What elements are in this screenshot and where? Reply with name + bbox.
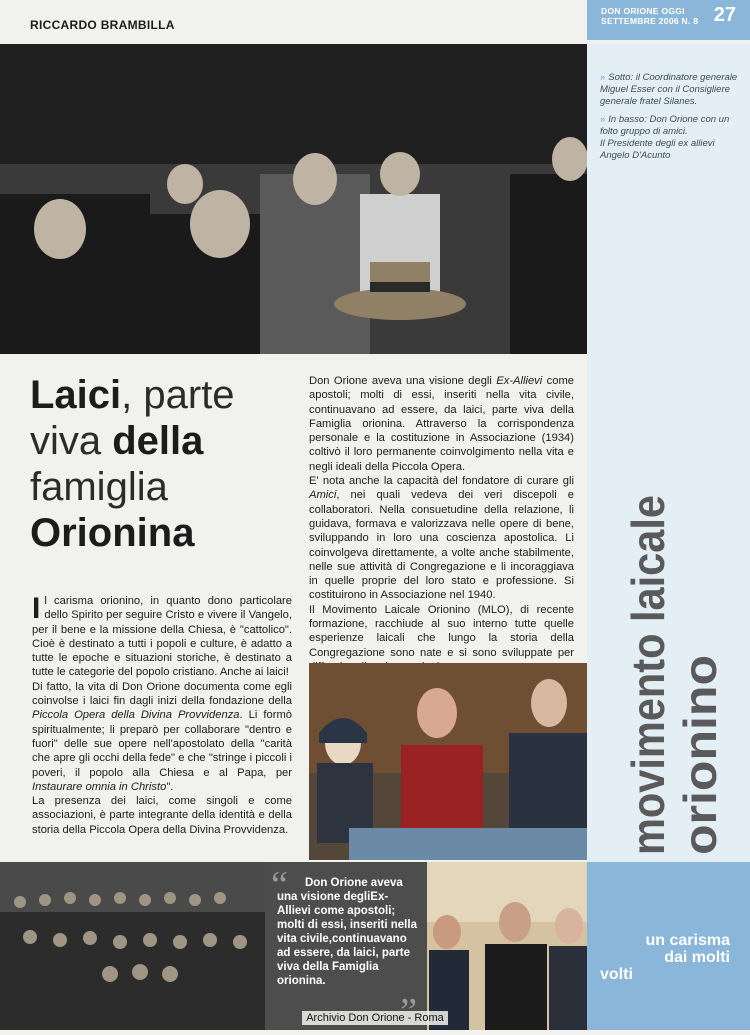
section-subtitle: un carisma dai molti volti (600, 932, 730, 983)
meeting-photo (309, 663, 587, 860)
magazine-issue (601, 6, 698, 26)
section-title-vertical (618, 495, 728, 855)
meeting-photo-illustration (309, 663, 587, 860)
paragraph-3: La presenza dei laici, come singoli e come associazioni, è parte integrante della identità e della storia della Piccola Opera della Divina Provvidenza. (32, 795, 292, 836)
photo-captions (600, 72, 740, 168)
group-photo (0, 862, 265, 1030)
pull-quote (265, 862, 427, 1030)
paragraph-4: Don Orione aveva una visione degli Ex-Allievi come apostoli; molti di essi, inseriti nella vita civile, continuavano ad essere, da laici, parte viva della Famiglia orionina. Attraverso la corrispondenza personale e la costituzione in Associazione (1934) coltivò il loro permanente coinvolgimento nella vita e negli ideali della Piccola Opera. (309, 375, 575, 473)
section-title-line1: movimento laicale (622, 495, 674, 855)
portrait-photo-illustration (427, 862, 587, 1030)
portrait-photo (427, 862, 587, 1030)
article-column-left (32, 594, 292, 837)
section-title-line2: orionino (674, 671, 726, 855)
page-number: 27 (713, 4, 736, 26)
magazine-name: DON ORIONE OGGI (601, 6, 685, 16)
crowd-photo-illustration (0, 44, 587, 354)
caption-1: » Sotto: il Coordinatore generale Miguel Esser con il Consigliere generale fratel Silanes. (600, 72, 738, 107)
author-name: RICCARDO BRAMBILLA (30, 18, 175, 32)
quote-open-icon: “ (271, 864, 288, 906)
magazine-date: SETTEMBRE 2006 N. 8 (601, 16, 699, 26)
caption-2: » In basso: Don Orione con un folto gruppo di amici. Il Presidente degli ex allievi Angelo D'Acunto (600, 114, 730, 161)
drop-cap: I (32, 592, 41, 625)
archive-stamp: Archivio Don Orione - Roma (0, 1012, 750, 1024)
paragraph-2: Di fatto, la vita di Don Orione documenta come egli coinvolse i laici fin dagli inizi della fondazione della Piccola Opera della Divina Provvidenza. Li formò spiritualmente; li preparò per collaborare "dentro e fuori" delle sue opere nell'apostolato della "carità che apre gli occhi della fede" e che "stringe i piccoli i poveri, il popolo alla Chiesa e al Papa, per Instaurare omnia in Christo". (32, 680, 292, 793)
paragraph-6: Il Movimento Laicale Orionino (MLO), di recente formazione, racchiude al suo interno tutte quelle esperienze laicali che lungo la storia della Congregazione sono nate e si sono sviluppate per (309, 603, 574, 659)
article-title: Laici, parte viva della famiglia Orionina (30, 373, 235, 555)
pull-quote-text: Don Orione aveva una visione degliEx-Allievi come apostoli; molti di essi, inseriti nella vita civile,continuavano ad essere, da laici, parte viva della Famiglia orionina. (277, 877, 417, 987)
arrow-icon: » (600, 72, 606, 83)
arrow-icon: » (600, 114, 606, 125)
paragraph-1: Il carisma orionino, in quanto dono particolare dello Spirito per seguire Cristo e vivere il Vangelo, per il bene e la missione della Chiesa, è "cattolico". Cioè è destinato a tutti i popoli e culture, è adatto a tutte le epoche e situazioni storiche, è destinato a tutte le categorie del popolo cristiano. Anche ai laici! (32, 592, 292, 679)
crowd-photo (0, 44, 587, 354)
group-photo-illustration (0, 862, 265, 1030)
magazine-header-box (587, 0, 750, 40)
paragraph-5: E' nota anche la capacità del fondatore di curare gli Amici, nei quali vedeva dei veri discepoli e collaboratori. Nella consuetudine della relazione, li guidava, formava e valorizzava nelle opere di bene, sviluppando in loro una coscienza apostolica. Li coinvolgeva direttamente, a volte anche stabilmente, nelle sue attività di Congregazione e li incoraggiava in quelle proprie del loro stato e professione. Si costituirono in Associazione nel 1940. (309, 475, 574, 602)
article-column-right (309, 374, 574, 674)
